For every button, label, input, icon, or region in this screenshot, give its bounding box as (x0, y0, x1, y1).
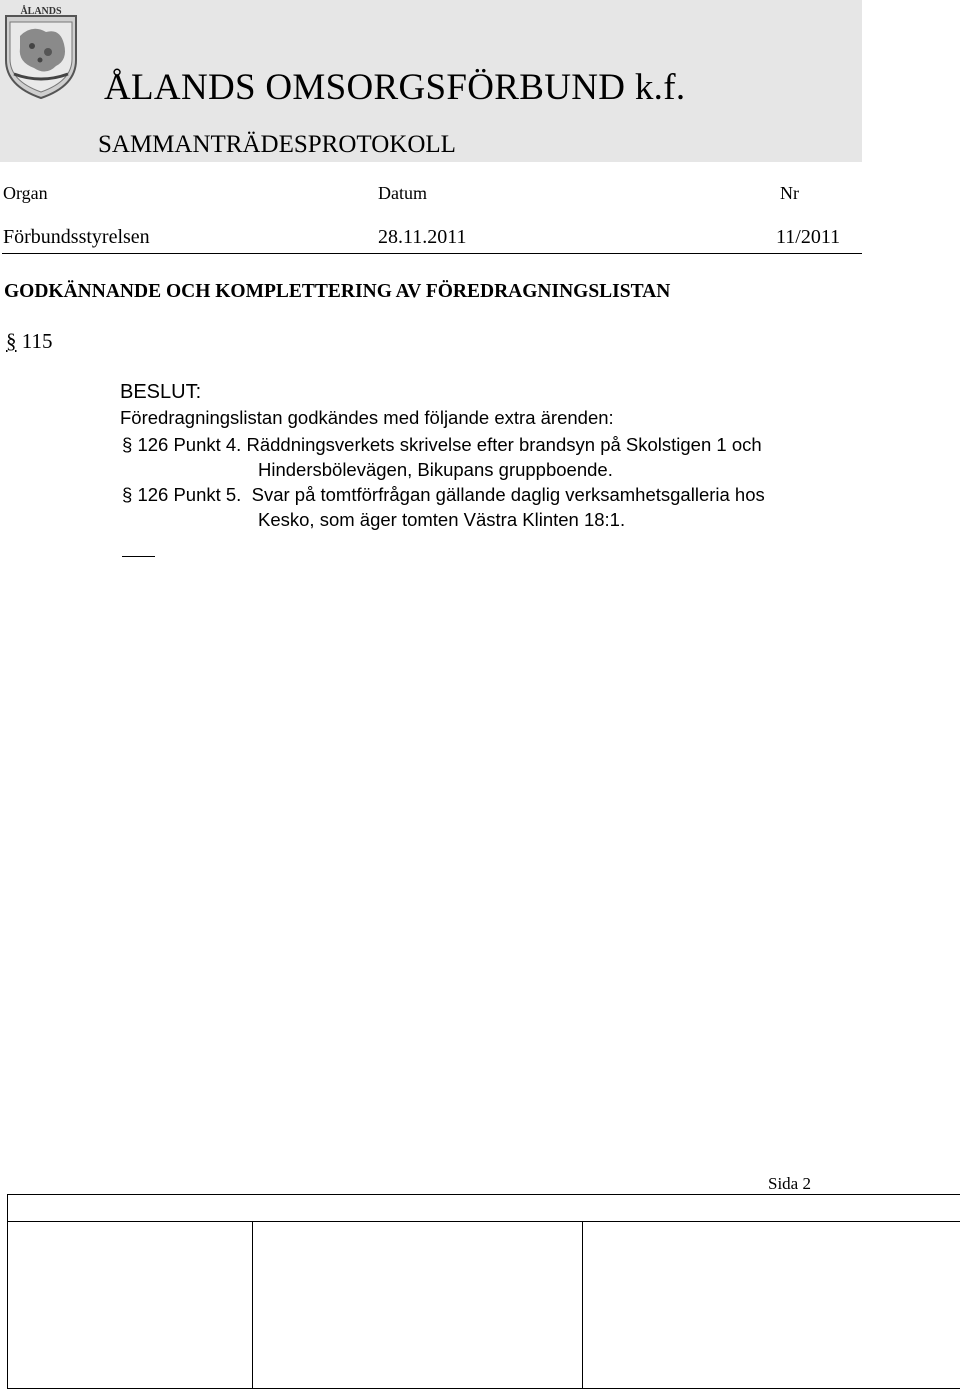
header-divider (2, 253, 862, 254)
organ-value: Förbundsstyrelsen (3, 226, 150, 248)
section-heading: GODKÄNNANDE OCH KOMPLETTERING AV FÖREDRAGNINGSLISTAN (4, 281, 671, 302)
item-symbol: § (122, 484, 133, 505)
section-end-line (122, 556, 155, 557)
coat-of-arms-logo (2, 2, 80, 100)
paragraph-symbol: § (6, 329, 17, 353)
logo-legend: ÅLANDS (20, 6, 62, 17)
organization-name: ÅLANDS OMSORGSFÖRBUND k.f. (104, 67, 686, 108)
page-number: Sida 2 (768, 1174, 811, 1193)
organ-label: Organ (3, 183, 48, 203)
list-item (122, 484, 765, 506)
item-text-line2: Hindersbölevägen, Bikupans gruppboende. (258, 459, 613, 480)
decision-label: BESLUT: (120, 381, 202, 403)
document-type: SAMMANTRÄDESPROTOKOLL (98, 131, 456, 158)
item-symbol: § (122, 434, 133, 455)
datum-label: Datum (378, 183, 427, 203)
list-item (122, 434, 762, 456)
item-text-line2: Kesko, som äger tomten Västra Klinten 18:1. (258, 509, 626, 530)
item-ref: 126 Punkt 5. (137, 484, 242, 505)
datum-value: 28.11.2011 (378, 226, 467, 248)
item-text-line1: Räddningsverkets skrivelse efter brandsyn på Skolstigen 1 och (246, 434, 762, 455)
signature-table-header-rule (8, 1221, 960, 1222)
signature-column-divider (582, 1221, 583, 1388)
signature-column-divider (252, 1221, 253, 1388)
decision-text: Föredragningslistan godkändes med följande extra ärenden: (120, 407, 614, 428)
item-ref: 126 Punkt 4. (137, 434, 242, 455)
signature-table (7, 1194, 960, 1389)
paragraph-number-value: 115 (21, 329, 53, 353)
nr-value: 11/2011 (776, 226, 841, 248)
nr-label: Nr (780, 183, 799, 203)
paragraph-number (6, 329, 52, 354)
item-text-line1: Svar på tomtförfrågan gällande daglig verksamhetsgalleria hos (251, 484, 765, 505)
